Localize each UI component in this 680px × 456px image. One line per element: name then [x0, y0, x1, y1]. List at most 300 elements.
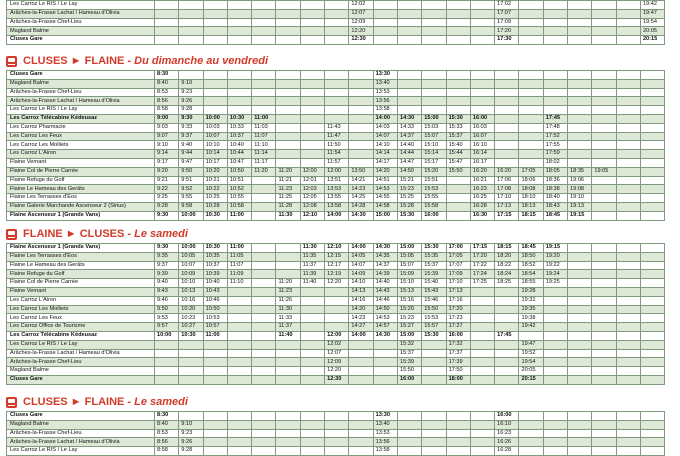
departure-time: 14:20 — [349, 305, 373, 314]
departure-time — [227, 367, 251, 376]
departure-time — [592, 27, 616, 36]
departure-time — [203, 367, 227, 376]
departure-time — [470, 412, 494, 421]
departure-time — [568, 1, 592, 10]
departure-time: 18:55 — [519, 279, 543, 288]
departure-time — [495, 150, 519, 159]
departure-time — [252, 270, 276, 279]
departure-time — [300, 141, 324, 150]
departure-time — [252, 420, 276, 429]
departure-time: 11:30 — [276, 305, 300, 314]
departure-time: 9:37 — [179, 132, 203, 141]
departure-time — [325, 9, 349, 18]
departure-time: 9:33 — [179, 123, 203, 132]
departure-time: 17:20 — [446, 305, 470, 314]
departure-time: 18:40 — [543, 194, 567, 203]
departure-time — [252, 331, 276, 340]
departure-time — [300, 323, 324, 332]
departure-time — [568, 106, 592, 115]
departure-time — [495, 367, 519, 376]
departure-time — [422, 358, 446, 367]
departure-time: 11:50 — [325, 141, 349, 150]
departure-time: 19:28 — [519, 287, 543, 296]
departure-time: 11:39 — [300, 270, 324, 279]
departure-time: 13:53 — [325, 185, 349, 194]
table-row — [7, 202, 665, 211]
table-row — [7, 27, 665, 36]
departure-time: 9:51 — [179, 176, 203, 185]
departure-time — [397, 447, 421, 456]
departure-time: 11:40 — [300, 279, 324, 288]
stop-name: Arâches-la-Frasse Lachat / Hameau d'Olivia — [7, 438, 155, 447]
departure-time — [495, 158, 519, 167]
departure-time: 11:54 — [325, 150, 349, 159]
departure-time: 14:10 — [373, 141, 397, 150]
departure-time: 9:35 — [155, 252, 179, 261]
departure-time: 14:47 — [397, 158, 421, 167]
departure-time: 15:43 — [422, 287, 446, 296]
departure-time — [470, 447, 494, 456]
departure-time: 12:20 — [349, 27, 373, 36]
section-header-s1 — [6, 54, 268, 68]
departure-time — [276, 132, 300, 141]
departure-time — [155, 375, 179, 384]
departure-time — [325, 412, 349, 421]
departure-time — [325, 305, 349, 314]
departure-time — [276, 367, 300, 376]
departure-time — [616, 106, 640, 115]
departure-time — [325, 287, 349, 296]
departure-time — [446, 438, 470, 447]
departure-time — [616, 123, 640, 132]
departure-time: 14:37 — [373, 261, 397, 270]
stop-name: Arâches-la-Frasse Lachat / Hameau d'Olivia — [7, 97, 155, 106]
departure-time — [495, 79, 519, 88]
departure-time — [592, 1, 616, 10]
departure-time — [592, 150, 616, 159]
departure-time: 9:30 — [155, 211, 179, 220]
departure-time — [568, 287, 592, 296]
departure-time: 15:53 — [422, 314, 446, 323]
departure-time: 19:38 — [519, 314, 543, 323]
departure-time — [519, 158, 543, 167]
departure-time — [519, 9, 543, 18]
departure-time — [519, 79, 543, 88]
departure-time — [592, 447, 616, 456]
departure-time — [252, 438, 276, 447]
departure-time: 9:40 — [155, 279, 179, 288]
departure-time — [519, 97, 543, 106]
departure-time: 10:28 — [203, 202, 227, 211]
departure-time: 14:20 — [373, 167, 397, 176]
departure-time: 14:07 — [349, 261, 373, 270]
departure-time: 8:56 — [155, 438, 179, 447]
departure-time — [252, 367, 276, 376]
departure-time: 16:00 — [397, 375, 421, 384]
departure-time: 11:09 — [227, 270, 251, 279]
departure-time: 10:00 — [155, 331, 179, 340]
stop-name: Magland Balme — [7, 79, 155, 88]
table-row — [7, 185, 665, 194]
departure-time — [397, 18, 421, 27]
departure-time — [422, 106, 446, 115]
departure-time — [349, 375, 373, 384]
departure-time — [203, 27, 227, 36]
departure-time: 11:33 — [276, 314, 300, 323]
departure-time — [300, 88, 324, 97]
departure-time — [592, 375, 616, 384]
departure-time — [568, 367, 592, 376]
departure-time: 16:00 — [470, 114, 494, 123]
departure-time — [616, 305, 640, 314]
departure-time: 17:20 — [470, 252, 494, 261]
departure-time — [203, 106, 227, 115]
departure-time — [252, 358, 276, 367]
departure-time — [616, 114, 640, 123]
departure-time — [568, 296, 592, 305]
departure-time: 19:15 — [568, 211, 592, 220]
departure-time: 18:35 — [568, 167, 592, 176]
departure-time: 17:15 — [495, 211, 519, 220]
stop-name: Cluses Gare — [7, 412, 155, 421]
departure-time: 14:50 — [373, 305, 397, 314]
departure-time — [568, 132, 592, 141]
departure-time — [300, 132, 324, 141]
departure-time — [397, 27, 421, 36]
stop-name: Flaine Ascenseur 1 (Grands Vans) — [7, 244, 155, 253]
departure-time: 10:51 — [227, 176, 251, 185]
departure-time — [227, 97, 251, 106]
departure-time: 13:30 — [373, 412, 397, 421]
departure-time — [543, 287, 567, 296]
departure-time — [397, 412, 421, 421]
departure-time — [640, 150, 664, 159]
departure-time — [640, 375, 664, 384]
departure-time — [470, 9, 494, 18]
departure-time: 16:07 — [470, 132, 494, 141]
departure-time — [495, 305, 519, 314]
departure-time — [568, 114, 592, 123]
table-row — [7, 158, 665, 167]
departure-time — [252, 323, 276, 332]
departure-time: 19:10 — [568, 194, 592, 203]
departure-time — [422, 27, 446, 36]
departure-time — [640, 412, 664, 421]
departure-time: 14:13 — [349, 287, 373, 296]
stop-name: Flaine Les Terrasses d'Éos — [7, 194, 155, 203]
departure-time — [519, 429, 543, 438]
departure-time: 9:46 — [155, 296, 179, 305]
departure-time — [179, 18, 203, 27]
departure-time — [495, 314, 519, 323]
departure-time — [179, 71, 203, 80]
departure-time: 8:40 — [155, 79, 179, 88]
departure-time: 11:43 — [325, 123, 349, 132]
departure-time — [155, 367, 179, 376]
departure-time — [397, 9, 421, 18]
departure-time: 15:50 — [446, 167, 470, 176]
departure-time: 16:23 — [495, 429, 519, 438]
departure-time: 14:43 — [373, 287, 397, 296]
departure-time: 17:05 — [519, 167, 543, 176]
departure-time — [300, 9, 324, 18]
departure-time: 15:16 — [397, 296, 421, 305]
departure-time — [592, 97, 616, 106]
departure-time: 15:14 — [422, 150, 446, 159]
departure-time — [640, 132, 664, 141]
departure-time — [252, 287, 276, 296]
departure-time — [446, 27, 470, 36]
departure-time — [300, 106, 324, 115]
departure-time — [276, 412, 300, 421]
departure-time: 9:47 — [179, 158, 203, 167]
departure-time — [300, 287, 324, 296]
departure-time: 17:07 — [446, 261, 470, 270]
departure-time — [300, 18, 324, 27]
table-row — [7, 211, 665, 220]
departure-time: 9:25 — [155, 194, 179, 203]
departure-time — [568, 331, 592, 340]
departure-time: 14:27 — [349, 323, 373, 332]
departure-time — [300, 305, 324, 314]
departure-time: 14:30 — [373, 331, 397, 340]
departure-time: 12:07 — [325, 349, 349, 358]
departure-time — [616, 375, 640, 384]
departure-time: 15:27 — [397, 323, 421, 332]
departure-time — [592, 106, 616, 115]
departure-time — [203, 349, 227, 358]
departure-time: 18:22 — [495, 261, 519, 270]
departure-time — [227, 27, 251, 36]
departure-time — [422, 375, 446, 384]
departure-time: 15:07 — [397, 261, 421, 270]
departure-time: 19:06 — [568, 176, 592, 185]
departure-time: 9:10 — [155, 141, 179, 150]
departure-time: 14:53 — [373, 185, 397, 194]
departure-time — [203, 88, 227, 97]
departure-time: 12:05 — [300, 194, 324, 203]
timetable-top — [6, 0, 665, 45]
departure-time — [640, 141, 664, 150]
departure-time: 18:05 — [543, 167, 567, 176]
departure-time — [252, 18, 276, 27]
departure-time — [397, 438, 421, 447]
departure-time: 13:55 — [325, 194, 349, 203]
departure-time — [543, 1, 567, 10]
departure-time: 10:50 — [203, 305, 227, 314]
departure-time: 9:43 — [155, 287, 179, 296]
departure-time — [640, 244, 664, 253]
departure-time: 14:03 — [373, 123, 397, 132]
departure-time — [543, 375, 567, 384]
departure-time: 16:10 — [470, 141, 494, 150]
departure-time: 17:15 — [470, 244, 494, 253]
departure-time: 14:58 — [373, 202, 397, 211]
departure-time — [543, 447, 567, 456]
departure-time: 10:35 — [203, 252, 227, 261]
departure-time: 15:40 — [446, 141, 470, 150]
departure-time — [325, 323, 349, 332]
departure-time: 8:40 — [155, 420, 179, 429]
departure-time: 10:30 — [227, 114, 251, 123]
departure-time — [300, 367, 324, 376]
departure-time — [616, 79, 640, 88]
departure-time — [470, 88, 494, 97]
departure-time: 17:23 — [446, 314, 470, 323]
departure-time — [640, 358, 664, 367]
departure-time — [397, 79, 421, 88]
departure-time: 10:10 — [179, 279, 203, 288]
departure-time: 10:27 — [179, 323, 203, 332]
departure-time — [470, 367, 494, 376]
departure-time — [422, 438, 446, 447]
departure-time — [592, 323, 616, 332]
stop-name: Les Carroz Télécabine Kédeusaz — [7, 114, 155, 123]
departure-time — [470, 323, 494, 332]
departure-time — [568, 340, 592, 349]
departure-time: 17:13 — [495, 202, 519, 211]
departure-time — [325, 420, 349, 429]
departure-time — [227, 438, 251, 447]
departure-time: 19:47 — [640, 9, 664, 18]
departure-time — [300, 447, 324, 456]
departure-time — [227, 305, 251, 314]
departure-time — [252, 88, 276, 97]
departure-time: 17:59 — [543, 150, 567, 159]
departure-time: 15:30 — [422, 244, 446, 253]
departure-time: 11:26 — [276, 296, 300, 305]
departure-time: 18:00 — [446, 375, 470, 384]
departure-time: 11:03 — [252, 123, 276, 132]
departure-time: 14:57 — [373, 323, 397, 332]
departure-time — [179, 9, 203, 18]
departure-time: 11:23 — [276, 287, 300, 296]
departure-time — [592, 211, 616, 220]
departure-time — [616, 150, 640, 159]
bus-icon — [6, 56, 17, 67]
departure-time — [446, 71, 470, 80]
departure-time — [276, 447, 300, 456]
departure-time: 16:03 — [470, 123, 494, 132]
departure-time — [616, 296, 640, 305]
departure-time: 12:10 — [300, 211, 324, 220]
departure-time: 17:24 — [470, 270, 494, 279]
departure-time: 8:53 — [155, 429, 179, 438]
departure-time: 10:37 — [227, 132, 251, 141]
stop-name: Les Carroz Les Feux — [7, 132, 155, 141]
departure-time: 11:05 — [227, 252, 251, 261]
departure-time — [568, 314, 592, 323]
departure-time — [276, 71, 300, 80]
departure-time — [276, 375, 300, 384]
departure-time — [592, 331, 616, 340]
departure-time: 13:53 — [373, 88, 397, 97]
departure-time — [227, 314, 251, 323]
departure-time — [616, 261, 640, 270]
departure-time: 11:20 — [276, 279, 300, 288]
departure-time: 9:21 — [155, 176, 179, 185]
departure-time: 8:53 — [155, 88, 179, 97]
departure-time — [422, 18, 446, 27]
departure-time — [616, 27, 640, 36]
departure-time — [227, 447, 251, 456]
departure-time: 14:30 — [349, 211, 373, 220]
departure-time — [179, 358, 203, 367]
departure-time — [616, 349, 640, 358]
departure-time — [155, 9, 179, 18]
stop-name: Cluses Gare — [7, 71, 155, 80]
departure-time — [640, 349, 664, 358]
departure-time — [592, 358, 616, 367]
departure-time: 11:30 — [276, 211, 300, 220]
departure-time: 14:21 — [349, 176, 373, 185]
departure-time: 9:26 — [179, 438, 203, 447]
departure-time: 15:37 — [422, 261, 446, 270]
departure-time — [640, 279, 664, 288]
departure-time — [276, 252, 300, 261]
departure-time — [373, 27, 397, 36]
section-title: FLAINE ► CLUSES - Le samedi — [23, 228, 188, 240]
table-row — [7, 79, 665, 88]
departure-time: 16:28 — [470, 202, 494, 211]
departure-time: 18:02 — [543, 158, 567, 167]
departure-time: 10:33 — [227, 123, 251, 132]
departure-time — [616, 447, 640, 456]
departure-time — [349, 114, 373, 123]
departure-time: 19:08 — [568, 185, 592, 194]
departure-time: 11:20 — [276, 167, 300, 176]
departure-time: 9:52 — [179, 185, 203, 194]
departure-time — [495, 97, 519, 106]
table-row — [7, 412, 665, 421]
departure-time: 10:20 — [203, 167, 227, 176]
departure-time — [422, 447, 446, 456]
departure-time — [592, 194, 616, 203]
departure-time — [373, 358, 397, 367]
departure-time — [616, 176, 640, 185]
departure-time — [349, 429, 373, 438]
departure-time — [203, 1, 227, 10]
departure-time: 11:00 — [227, 244, 251, 253]
stop-name: Les Carroz Le RIS / Le Lay — [7, 447, 155, 456]
departure-time: 14:09 — [349, 270, 373, 279]
departure-time — [592, 185, 616, 194]
departure-time: 11:25 — [276, 194, 300, 203]
bus-icon — [6, 229, 17, 240]
departure-time — [616, 185, 640, 194]
departure-time: 15:30 — [422, 331, 446, 340]
departure-time: 15:30 — [397, 211, 421, 220]
departure-time: 14:35 — [373, 252, 397, 261]
departure-time — [300, 150, 324, 159]
departure-time: 12:08 — [300, 202, 324, 211]
departure-time: 14:28 — [349, 202, 373, 211]
departure-time — [543, 412, 567, 421]
departure-time — [203, 71, 227, 80]
departure-time: 9:26 — [179, 97, 203, 106]
departure-time — [616, 158, 640, 167]
departure-time: 17:52 — [543, 132, 567, 141]
departure-time: 17:22 — [470, 261, 494, 270]
departure-time: 8:56 — [155, 97, 179, 106]
departure-time — [252, 447, 276, 456]
departure-time — [470, 79, 494, 88]
departure-time — [543, 71, 567, 80]
stop-name: Flaine Le Hameau des Gerâts — [7, 261, 155, 270]
stop-name: Arâches-la-Frasse Lachat / Hameau d'Olivia — [7, 349, 155, 358]
stop-name: Flaine Ascenseur 1 (Grands Vans) — [7, 211, 155, 220]
departure-time — [568, 88, 592, 97]
